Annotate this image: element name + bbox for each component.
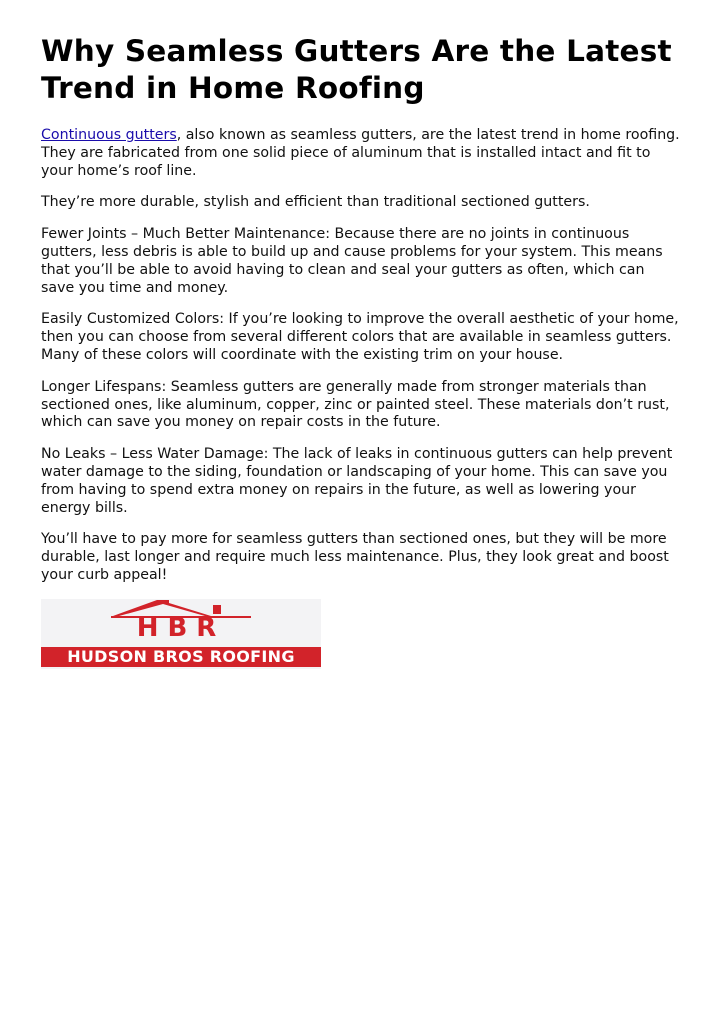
paragraph-colors: Easily Customized Colors: If you’re looking to improve the overall aesthetic of your home, then you can choose from several different colors that are available in seamless gutters. Many of these colors will coordinate with the existing trim on your house.	[41, 311, 679, 363]
intro-paragraph	[41, 127, 681, 180]
page-title: Why Seamless Gutters Are the Latest Trend in Home Roofing	[41, 34, 672, 105]
paragraph-conclusion: You’ll have to pay more for seamless gutters than sectioned ones, but they will be more durable, last longer and require much less maintenance. Plus, they look great and boost your curb appeal!	[41, 531, 669, 583]
paragraph-fewer-joints: Fewer Joints – Much Better Maintenance: Because there are no joints in continuous gutters, less debris is able to build up and cause problems for your system. This means that you’ll be able to avoid having to clean and seal your gutters as often, which can save you time and money.	[41, 226, 663, 296]
document-page	[41, 33, 681, 669]
paragraph-durability: They’re more durable, stylish and efficient than traditional sectioned gutters.	[41, 194, 590, 211]
intro-text: , also known as seamless gutters, are the latest trend in home roofing. They are fabricated from one solid piece of aluminum that is installed intact and fit to your home’s roof line.	[41, 127, 680, 179]
logo-band-text: HUDSON BROS ROOFING	[41, 647, 321, 667]
hudson-bros-roofing-logo	[41, 599, 321, 669]
logo-letters: HBR	[136, 612, 226, 643]
paragraph-no-leaks: No Leaks – Less Water Damage: The lack of leaks in continuous gutters can help prevent water damage to the siding, foundation or landscaping of your home. This can save you from having to spend extra money on repairs in the future, as well as lowering your energy bills.	[41, 446, 673, 516]
paragraph-lifespans: Longer Lifespans: Seamless gutters are generally made from stronger materials than sectioned ones, like aluminum, copper, zinc or painted steel. These materials don’t rust, which can save you money on repair costs in the future.	[41, 378, 670, 431]
continuous-gutters-link[interactable]: Continuous gutters	[41, 127, 177, 143]
